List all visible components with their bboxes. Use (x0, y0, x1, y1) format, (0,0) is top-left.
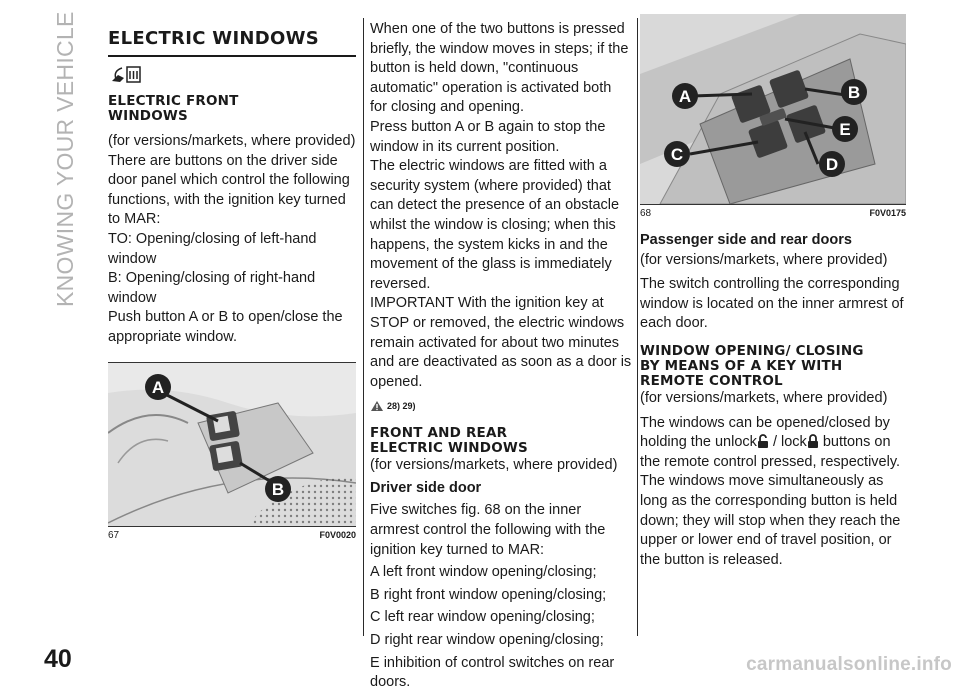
list-item: A left front window opening/closing; (370, 564, 597, 581)
section-heading: ELECTRIC FRONT WINDOWS (108, 93, 239, 124)
unlock-icon (757, 434, 769, 448)
window-switch-icon (110, 65, 356, 90)
section-heading: FRONT AND REAR ELECTRIC WINDOWS (370, 425, 528, 457)
reference-numbers: 28) 29) (387, 401, 416, 412)
subheading: Passenger side and rear doors (640, 232, 852, 248)
section-sidebar (40, 11, 80, 322)
note: (for versions/markets, where provided) (640, 251, 888, 268)
paragraph: Push button A or B to open/close the appropriate window. (108, 309, 343, 345)
paragraph: IMPORTANT With the ignition key at STOP or removed, the electric windows remain activated for about two minutes and are deactivated as soon as a door is opened. (370, 295, 632, 390)
paragraph: The electric windows are fitted with a security system (where provided) that can detect the presence of an obstacle whilst the window is closing; when this happens, the system kicks in and the movement of the glass is immediately reversed. (370, 158, 620, 292)
callout-d: D (825, 155, 839, 174)
figure-code: F0V0020 (319, 529, 356, 540)
paragraph (640, 414, 906, 473)
column-1 (108, 18, 356, 541)
paragraph: B: Opening/closing of right-hand window (108, 270, 316, 306)
callout-b: B (847, 83, 861, 102)
callout-e: E (839, 120, 851, 139)
section-heading: WINDOW OPENING/ CLOSING BY MEANS OF A KEY WITH REMOTE CONTROL (640, 342, 864, 389)
paragraph: There are buttons on the driver side door panel which control the following functions, with the ignition key turned to MAR: (108, 152, 350, 228)
column-divider (637, 18, 638, 636)
callout-a: A (678, 87, 692, 106)
paragraph: (for versions/markets, where provided) (108, 133, 356, 149)
column-3 (640, 14, 906, 570)
text-fragment: The windows can be opened/closed by holding the unlock (640, 414, 890, 451)
callout-a: A (151, 377, 165, 397)
warning-icon (370, 400, 384, 412)
paragraph: Five switches fig. 68 on the inner armrest control the following with the ignition key turned to MAR: (370, 502, 606, 558)
paragraph: When one of the two buttons is pressed briefly, the window moves in steps; if the button is held down, "continuous automatic" operation is activated both for closing and opening. (370, 21, 629, 116)
watermark: carmanualsonline.info (746, 654, 952, 675)
list-item: E inhibition of control switches on rear doors. (370, 654, 615, 691)
figure-68 (640, 14, 906, 205)
warning-refs (370, 400, 632, 412)
page-title: ELECTRIC WINDOWS (108, 18, 356, 57)
figure-caption (108, 527, 356, 541)
list-item: B right front window opening/closing; (370, 586, 607, 603)
paragraph: Press button A or B again to stop the window in its current position. (370, 118, 606, 155)
paragraph: The windows move simultaneously as long as the corresponding button is held down; they will stop when they reach the upper or lower end of travel position, or the button is released. (640, 473, 901, 568)
column-2 (370, 20, 632, 693)
column-divider (363, 18, 364, 636)
figure-caption (640, 205, 906, 219)
text-fragment: buttons on the remote control pressed, respectively. (640, 434, 901, 470)
callout-b: B (271, 479, 285, 499)
door-switch-illustration (108, 363, 356, 526)
figure-code: F0V0175 (869, 208, 906, 218)
armrest-switches-illustration (640, 14, 906, 204)
figure-number: 68 (640, 208, 652, 219)
figure-number: 67 (108, 529, 120, 541)
subheading: Driver side door (370, 479, 482, 496)
page-number: 40 (44, 645, 72, 673)
section-title: KNOWING YOUR VEHICLE (52, 11, 78, 307)
paragraph: TO: Opening/closing of left-hand window (108, 230, 317, 267)
paragraph: The switch controlling the corresponding window is located on the inner armrest of each door. (640, 276, 904, 332)
note: (for versions/markets, where provided) (640, 389, 888, 406)
note: (for versions/markets, where provided) (370, 457, 618, 474)
callout-c: C (670, 145, 684, 164)
list-item: C left rear window opening/closing; (370, 609, 595, 626)
list-item: D right rear window opening/closing; (370, 632, 604, 649)
lock-icon (807, 434, 819, 448)
figure-67 (108, 362, 356, 527)
text-fragment: / lock (772, 434, 807, 451)
